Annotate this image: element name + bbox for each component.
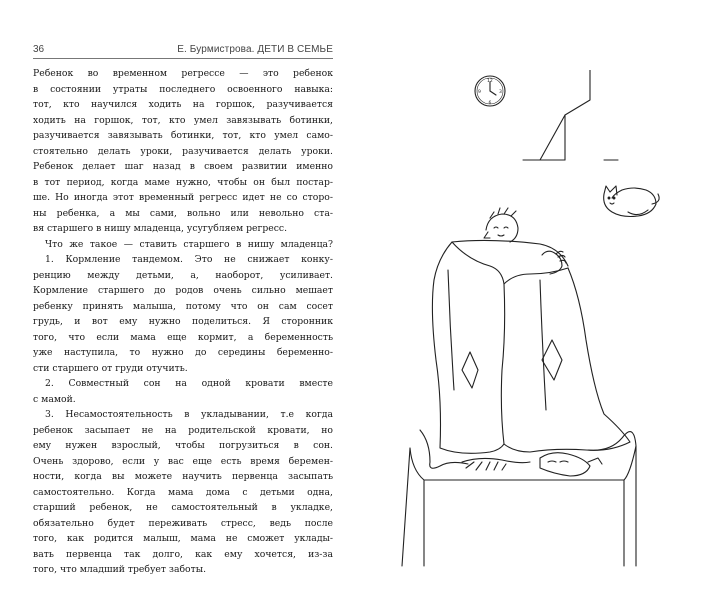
text-line: ше. Но иногда этот временный регресс идет не со сторо- — [33, 192, 333, 203]
text-line: ренцию между детьми, а, наоборот, усиливает. — [33, 269, 333, 281]
text-line: Что же такое — ставить старшего в нишу младенца? — [45, 238, 333, 250]
text-line: сти старшего от груди отучить. — [33, 362, 188, 374]
text-line: стоятельно делать уроки, разучивается делать уроки. — [33, 145, 333, 157]
text-line: ности, когда вы можете научить первенца засыпать — [33, 471, 333, 482]
cat-icon — [604, 186, 659, 217]
text-line: 3. Несамостоятельность в укладывании, т.е когда — [45, 409, 333, 420]
child-head — [484, 208, 518, 242]
text-line: с мамой. — [33, 393, 76, 405]
text-line: в тот период, когда маме нужно, чтобы он был постар- — [33, 176, 333, 188]
body-text — [33, 66, 333, 578]
header-rule — [33, 58, 333, 59]
text-line: обязательно будет переживать стресс, ведь после — [33, 517, 333, 529]
running-header — [33, 44, 333, 58]
text-line: того, как родится малыш, мама не сможет уклады- — [33, 533, 333, 544]
page-number: 36 — [33, 44, 45, 55]
svg-text:9: 9 — [478, 90, 481, 95]
text-line: грудь, и вот ему нужно поделиться. Я сторонник — [33, 316, 333, 327]
clock-icon — [475, 76, 505, 106]
text-line: вя старшего в нишу младенца, усугубляем регресс. — [33, 223, 288, 234]
text-line: ребенок засыпает не на родительской кровати, но — [33, 424, 333, 436]
text-line: в состоянии утраты последнего освоенного навыка: — [33, 83, 333, 95]
text-line: Очень здорово, если у вас еще есть время беремен- — [33, 455, 333, 467]
blanket-right — [504, 268, 630, 452]
bed-illustration — [390, 70, 690, 570]
text-line: 2. Совместный сон на одной кровати вместе — [45, 378, 333, 389]
text-line: Ребенок делает шаг назад в своем развитии именно — [33, 161, 333, 172]
text-line: уже наступила, то нужно до середины беременно- — [33, 347, 333, 358]
text-line: ребенку принять малыша, потому что он сам сосет — [33, 300, 333, 312]
text-line: вать первенца так долго, как ему хочется, из-за — [33, 548, 333, 560]
window-outline — [523, 70, 618, 160]
text-line: ходить на горшок, тот, кто умел завязывать ботинки, — [33, 114, 333, 126]
blanket-left — [432, 242, 504, 453]
svg-text:12: 12 — [487, 79, 493, 84]
text-line: ны ребенка, а мы сами, вольно или невольно ста- — [33, 207, 333, 219]
text-line: разучивается завязывать ботинки, тот, кто умел само- — [33, 130, 333, 141]
text-line: Ребенок во временном регрессе — это ребенок — [33, 68, 333, 79]
svg-text:3: 3 — [499, 90, 502, 95]
foot — [542, 251, 566, 274]
text-line: тот, кто научился ходить на горшок, разучивается — [33, 99, 333, 110]
text-line: старший ребенок, не самостоятельный в укладке, — [33, 502, 333, 513]
text-line: ему нужен взрослый, чтобы погрузиться в сон. — [33, 440, 333, 451]
text-line: 1. Кормление тандемом. Это не снижает конку- — [45, 254, 333, 265]
svg-text:6: 6 — [488, 101, 492, 106]
text-line: самостоятельно. Когда мама дома с детьми одна, — [33, 486, 333, 498]
text-line: того, что младший требует заботы. — [33, 564, 207, 575]
text-line: Кормление старшего до родов очень сильно мешает — [33, 285, 333, 296]
bed-frame — [402, 446, 636, 566]
running-title: Е. Бурмистрова. ДЕТИ В СЕМЬЕ — [177, 44, 333, 55]
text-line: того, что если мама еще кормит, а беременность — [33, 331, 333, 343]
sleepers — [462, 453, 602, 476]
